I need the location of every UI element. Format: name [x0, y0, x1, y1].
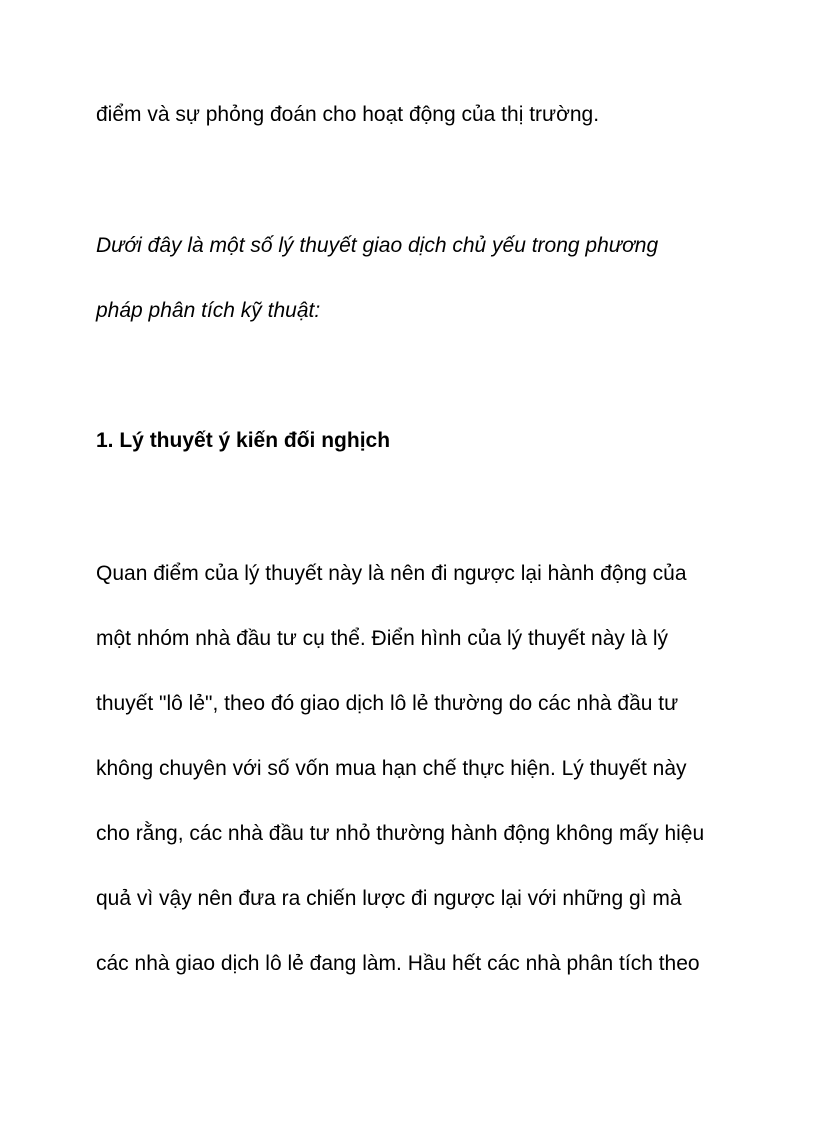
paragraph-line: quả vì vậy nên đưa ra chiến lược đi ngược lại với những gì mà — [96, 887, 682, 910]
section-heading: 1. Lý thuyết ý kiến đối nghịch — [96, 429, 391, 452]
paragraph-line: thuyết "lô lẻ", theo đó giao dịch lô lẻ thường do các nhà đầu tư — [96, 692, 679, 715]
paragraph-line: cho rằng, các nhà đầu tư nhỏ thường hành động không mấy hiệu — [96, 822, 705, 845]
paragraph-line: một nhóm nhà đầu tư cụ thể. Điển hình của lý thuyết này là lý — [96, 627, 669, 650]
intro-line: pháp phân tích kỹ thuật: — [96, 299, 321, 322]
continuation-text: điểm và sự phỏng đoán cho hoạt động của thị trường. — [96, 103, 600, 126]
paragraph-line: Quan điểm của lý thuyết này là nên đi ngược lại hành động của — [96, 562, 687, 585]
paragraph-line: không chuyên với số vốn mua hạn chế thực hiện. Lý thuyết này — [96, 757, 687, 780]
paragraph-line: các nhà giao dịch lô lẻ đang làm. Hầu hết các nhà phân tích theo — [96, 952, 700, 975]
intro-line: Dưới đây là một số lý thuyết giao dịch chủ yếu trong phương — [96, 234, 659, 257]
